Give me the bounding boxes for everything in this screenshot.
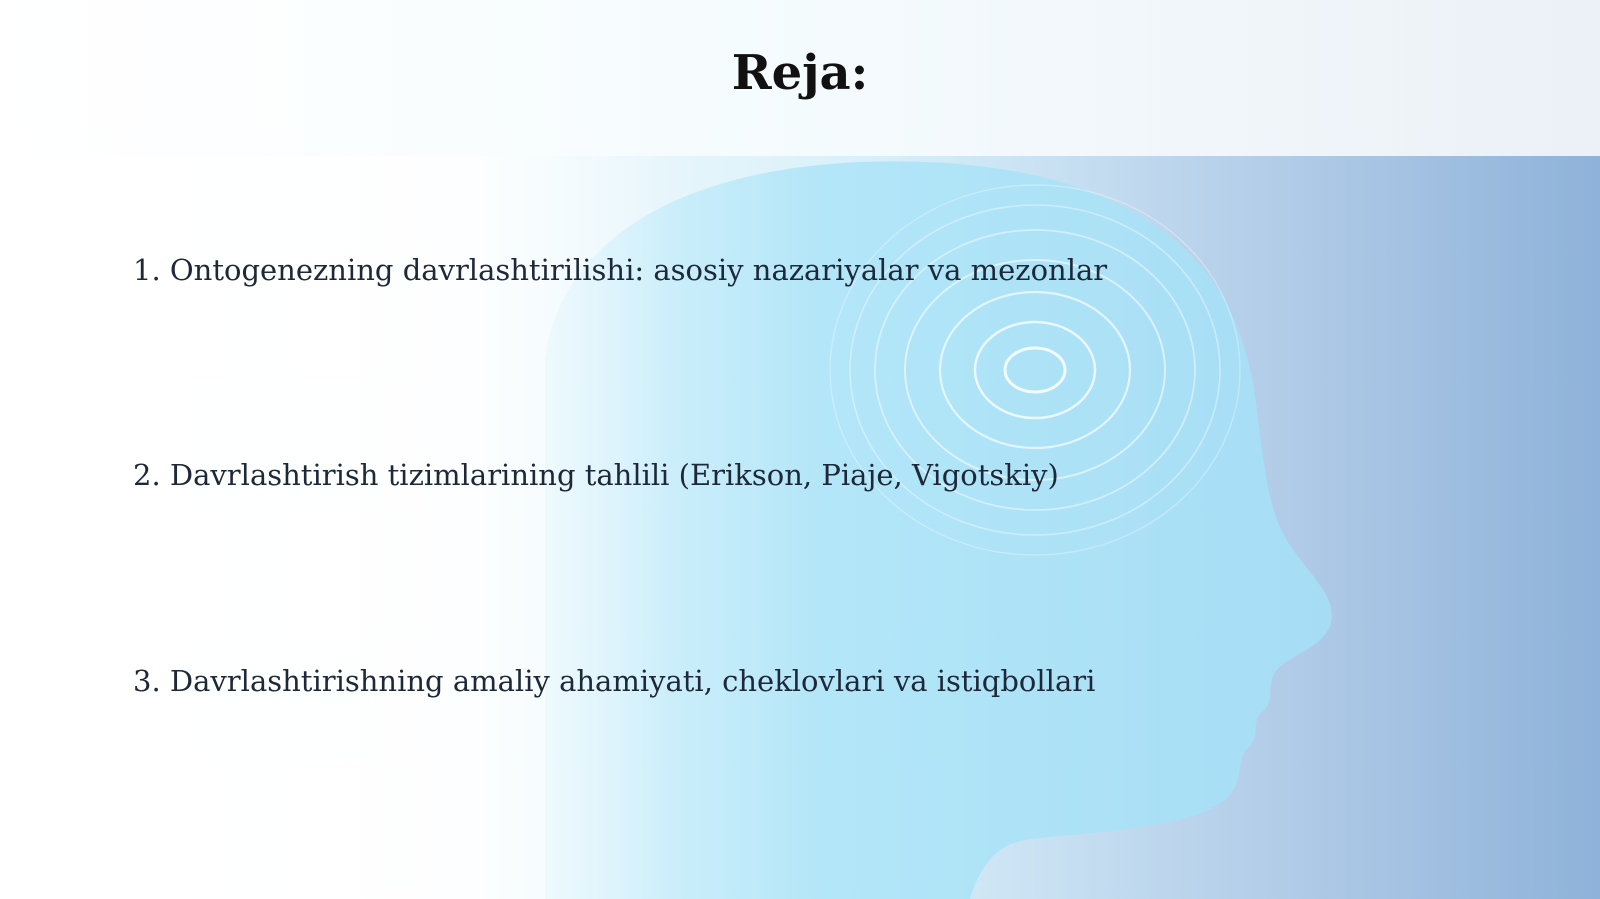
plan-item-3: 3. Davrlashtirishning amaliy ahamiyati, cheklovlari va istiqbollari: [133, 664, 1096, 698]
plan-item-2: 2. Davrlashtirish tizimlarining tahlili (Erikson, Piaje, Vigotskiy): [133, 458, 1059, 492]
plan-item-1: 1. Ontogenezning davrlashtirilishi: asosiy nazariyalar va mezonlar: [133, 253, 1108, 287]
slide-title: Reja:: [731, 45, 869, 101]
